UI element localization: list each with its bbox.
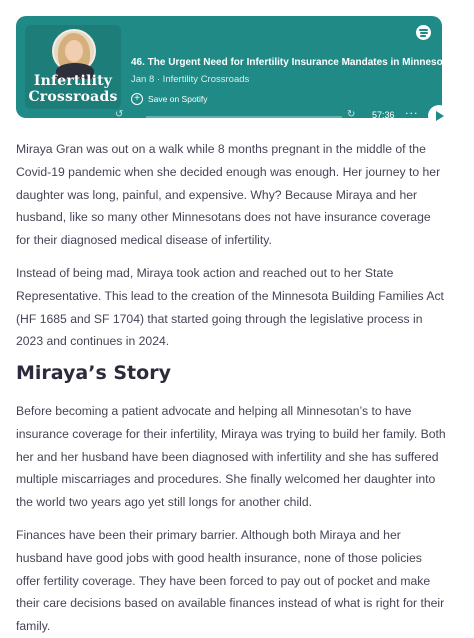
- cover-title-line2: Crossroads: [28, 89, 118, 105]
- spotify-icon[interactable]: [416, 25, 431, 40]
- more-icon[interactable]: ···: [405, 107, 419, 120]
- podcast-cover-art[interactable]: [25, 25, 121, 109]
- episode-duration: 57:36: [372, 110, 395, 120]
- article-paragraph: Instead of being mad, Miraya took action and reached out to her State Representative. This lead to the creation of the Minnesota Building Families Act (HF 1685 and SF 1704) that started going through the legislative process in 2023 and continues in 2024.: [16, 266, 444, 349]
- episode-title[interactable]: 46. The Urgent Need for Infertility Insurance Mandates in Minnesota with: [131, 57, 474, 68]
- spotify-embed-player[interactable]: [16, 16, 474, 120]
- save-label: Save on Spotify: [148, 94, 208, 104]
- cover-title-line1: Infertility: [33, 73, 113, 89]
- skip-forward-15-icon[interactable]: ↻: [347, 109, 356, 120]
- episode-meta[interactable]: Jan 8 · Infertility Crossroads: [131, 74, 250, 85]
- skip-back-15-icon[interactable]: ↺: [115, 109, 124, 120]
- progress-bar[interactable]: [146, 116, 342, 118]
- section-heading: Miraya’s Story: [16, 362, 171, 384]
- host-photo: [52, 29, 96, 73]
- save-on-spotify-button[interactable]: [131, 93, 208, 105]
- play-button[interactable]: [428, 105, 450, 127]
- article-paragraph: Miraya Gran was out on a walk while 8 months pregnant in the middle of the Covid-19 pandemic when she decided enough was enough. Her journey to her daughter was long, painful, and expensive. Why? Because Miraya and her husband, like so many other Minnesotans does not have insurance coverage for their diagnosed medical disease of infertility.: [16, 142, 441, 248]
- plus-circle-icon: +: [131, 93, 143, 105]
- article-paragraph: Before becoming a patient advocate and helping all Minnesotan’s to have insurance coverage for their infertility, Miraya was trying to build her family. Both her and her husband have been diagnosed with infertility and she has suffered multiple miscarriages and procedures. She finally welcomed her daughter into the world two years ago yet still longs for another child.: [16, 404, 446, 510]
- article-paragraph: Finances have been their primary barrier. Although both Miraya and her husband have good jobs with good health insurance, none of those policies offer fertility coverage. They have been forced to pay out of pocket and make their care decisions based on available finances instead of what is right for their family.: [16, 528, 445, 634]
